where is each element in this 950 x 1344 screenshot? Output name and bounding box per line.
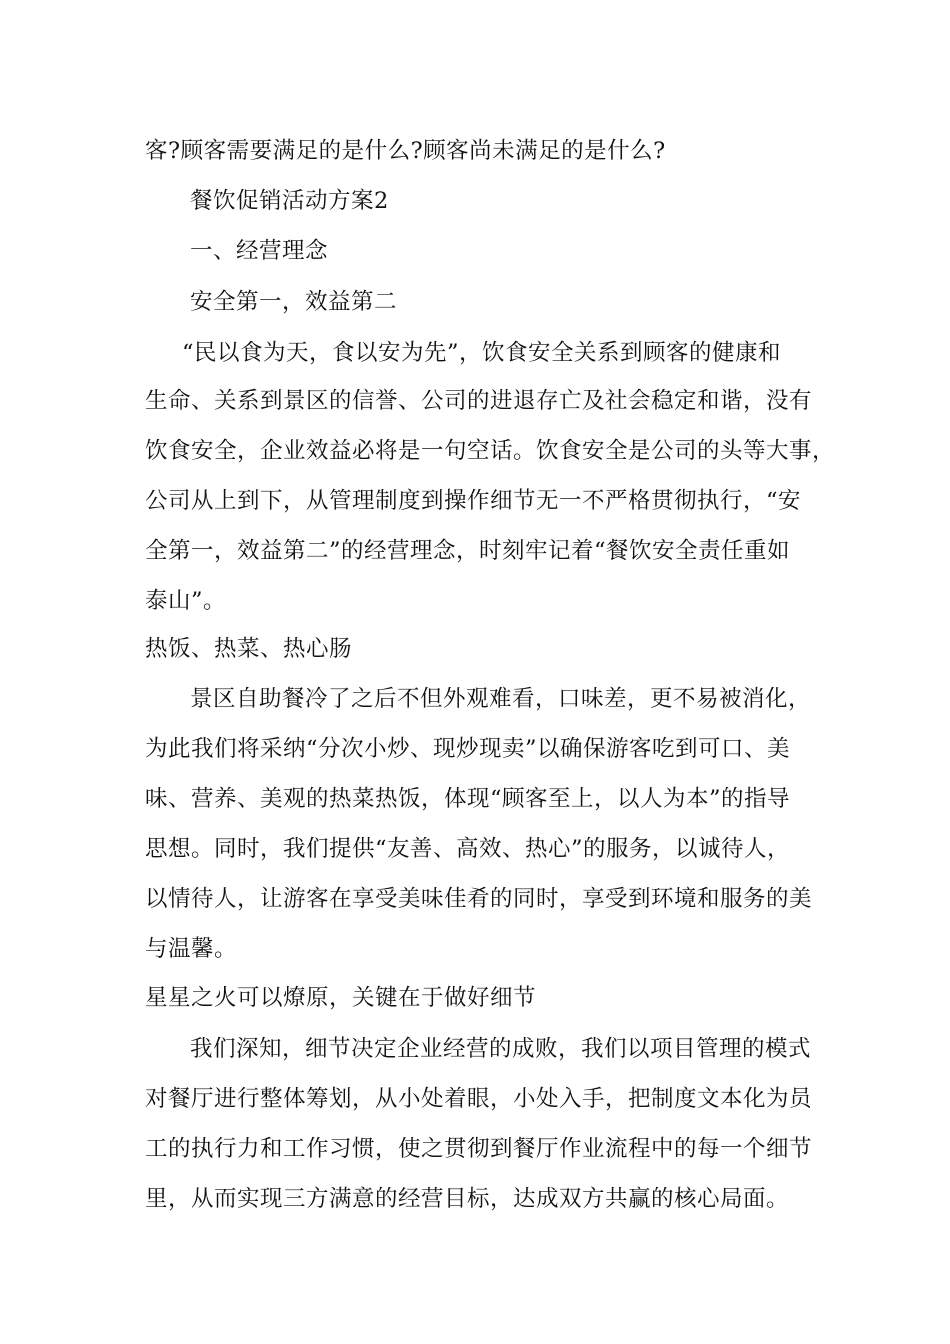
subheading-hot-meals: 热饭、热菜、热心肠: [145, 636, 353, 662]
paragraph-line: 泰山”。: [145, 588, 227, 614]
paragraph-line: 思想。同时，我们提供“友善、高效、热心”的服务，以诚待人，: [145, 836, 791, 862]
paragraph-line: 以情待人，让游客在享受美味佳肴的同时，享受到环境和服务的美: [145, 886, 813, 912]
paragraph-line: 对餐厅进行整体筹划，从小处着眼，小处入手，把制度文本化为员: [145, 1086, 813, 1112]
paragraph-line: 公司从上到下，从管理制度到操作细节无一不严格贯彻执行，“安: [145, 488, 802, 514]
section-title: 餐饮促销活动方案2: [190, 188, 389, 214]
subheading-safety-first: 安全第一，效益第二: [190, 289, 398, 315]
paragraph-line: 景区自助餐冷了之后不但外观难看，口味差，更不易被消化，: [190, 686, 812, 712]
heading-business-philosophy: 一、经营理念: [190, 238, 329, 264]
paragraph-line: 工的执行力和工作习惯，使之贯彻到餐厅作业流程中的每一个细节: [145, 1136, 813, 1162]
paragraph-line: “民以食为天，食以安为先”，饮食安全关系到顾客的健康和: [182, 340, 782, 366]
paragraph-line: 全第一，效益第二”的经营理念，时刻牢记着“餐饮安全责任重如: [145, 538, 791, 564]
paragraph-line: 生命、关系到景区的信誉、公司的进退存亡及社会稳定和谐，没有: [145, 388, 813, 414]
paragraph-line: 里，从而实现三方满意的经营目标，达成双方共赢的核心局面。: [145, 1186, 790, 1212]
text-line-continuation: 客?顾客需要满足的是什么?顾客尚未满足的是什么?: [145, 138, 666, 164]
paragraph-line: 为此我们将采纳“分次小炒、现炒现卖”以确保游客吃到可口、美: [145, 736, 791, 762]
paragraph-line: 我们深知，细节决定企业经营的成败，我们以项目管理的模式: [190, 1036, 812, 1062]
paragraph-line: 与温馨。: [145, 936, 238, 962]
paragraph-line: 味、营养、美观的热菜热饭，体现“顾客至上，以人为本”的指导: [145, 786, 791, 812]
paragraph-line: 饮食安全，企业效益必将是一句空话。饮食安全是公司的头等大事，: [145, 438, 836, 464]
subheading-details: 星星之火可以燎原，关键在于做好细节: [145, 985, 537, 1011]
